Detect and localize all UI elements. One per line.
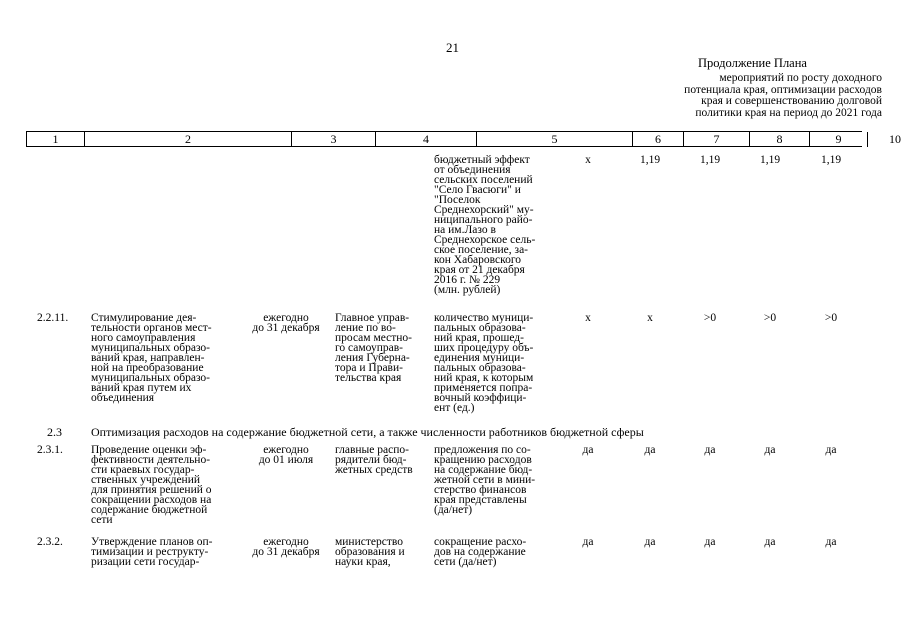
subtitle-line: политики края на период до 2021 года (695, 106, 882, 119)
table-header-row (26, 131, 901, 147)
indicator-cell: сокращение расхо- дов на содержание сети (да/нет) (434, 536, 527, 568)
value-cell: да (764, 444, 776, 456)
column-header: 9 (810, 132, 868, 147)
value-cell: >0 (824, 312, 838, 324)
indicator-cell: количество муници- пальных образова- ний края, прошед- ших процедуру объ- единения муници- пальных образова- ний края, к которым применяется попра- вочный коэффици- ент (ед.) (434, 312, 534, 414)
section-title: Оптимизация расходов на содержание бюджетной сети, а также численности работников бюджетной сферы (91, 425, 644, 439)
item-name: Проведение оценки эф- фективности деятельно- сти краевых государ- ственных учреждений для принятия решений о сокращении расходов на содержание бюджетной сети (91, 444, 212, 526)
subtitle-line: мероприятий по росту доходного (719, 72, 882, 84)
column-header: 3 (292, 132, 376, 147)
column-header: 1 (27, 132, 85, 147)
column-header: 4 (376, 132, 477, 147)
value-cell: х (585, 312, 591, 324)
executor-cell: Главное управ- ление по во- просам местно- го самоуправ- ления Губерна- тора и Прави- тельства края (335, 312, 412, 384)
item-name: Стимулирование дея- тельности органов мест- ного самоуправления муниципальных образо- ваний края, направлен- ной на преобразование муниципальных образо- ваний края путем их объединения (91, 312, 212, 404)
value-cell: да (825, 444, 837, 456)
column-header: 8 (750, 132, 810, 147)
value-cell: да (644, 536, 656, 548)
executor-cell: главные распо- рядители бюд- жетных средств (335, 444, 413, 476)
value-cell: >0 (763, 312, 777, 324)
section-code: 2.3 (47, 425, 62, 439)
item-code: 2.3.1. (37, 444, 63, 456)
value-cell: >0 (703, 312, 717, 324)
indicator-cell: предложения по со- кращению расходов на содержание бюд- жетной сети в мини- стерство финансов края представлены (да/нет) (434, 444, 536, 516)
value-cell: 1,19 (639, 154, 661, 166)
column-header: 6 (633, 132, 684, 147)
page-number: 21 (446, 40, 459, 55)
value-cell: да (582, 536, 594, 548)
column-header: 7 (684, 132, 750, 147)
value-cell: 1,19 (820, 154, 842, 166)
value-cell: 1,19 (759, 154, 781, 166)
term-cell: ежегодно до 01 июля (258, 444, 314, 466)
item-code: 2.2.11. (37, 312, 69, 324)
subtitle-line: потенциала края, оптимизации расходов (684, 83, 882, 96)
item-name: Утверждение планов оп- тимизации и реструкту- ризации сети государ- (91, 536, 213, 568)
value-cell: х (647, 312, 653, 324)
indicator-cell: бюджетный эффект от объединения сельских поселений "Село Гвасюги" и "Поселок Среднехорский" му- ниципального райо- на им.Лазо в Среднехорское сель- ское поселение, за- кон Хабаровского края от 21 декабря 2016 г. № 229 (млн. рублей) (434, 154, 536, 296)
plan-subtitle (620, 73, 882, 119)
term-cell: ежегодно до 31 декабря (252, 312, 320, 334)
column-header: 10 (868, 132, 905, 147)
section-row (47, 425, 644, 439)
subtitle-line: края и совершенствованию долговой (701, 95, 882, 107)
term-cell: ежегодно до 31 декабря (252, 536, 320, 558)
value-cell: да (644, 444, 656, 456)
column-header: 2 (85, 132, 292, 147)
value-cell: да (704, 536, 716, 548)
executor-cell: министерство образования и науки края, (335, 536, 405, 568)
value-cell: да (704, 444, 716, 456)
item-code: 2.3.2. (37, 536, 63, 548)
value-cell: 1,19 (699, 154, 721, 166)
column-header: 5 (477, 132, 633, 147)
value-cell: да (825, 536, 837, 548)
value-cell: да (582, 444, 594, 456)
value-cell: да (764, 536, 776, 548)
value-cell: х (585, 154, 591, 166)
continuation-label: Продолжение Плана (698, 56, 807, 70)
